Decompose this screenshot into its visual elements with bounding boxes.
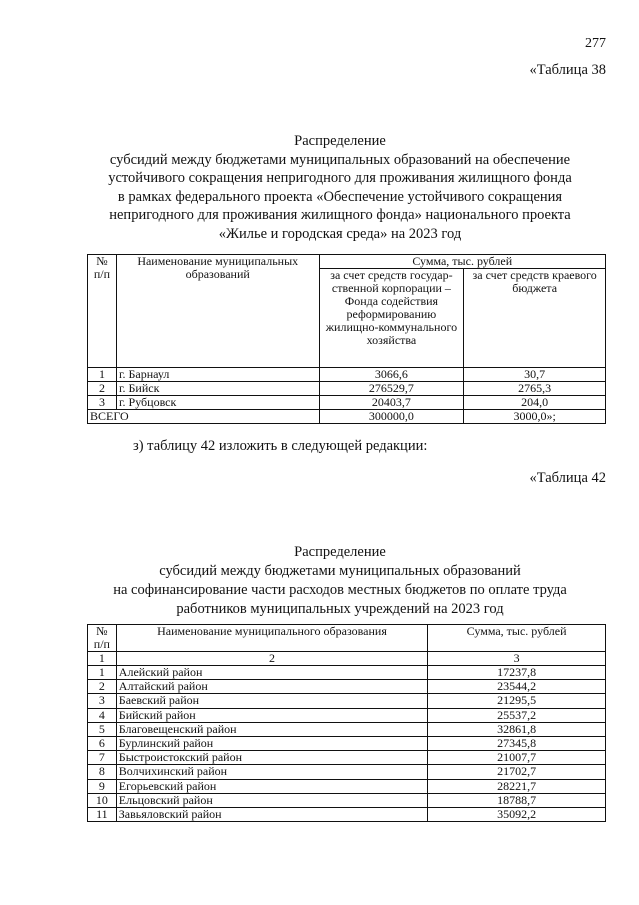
table-42-title xyxy=(60,543,620,619)
cell-num: 3 xyxy=(88,396,117,410)
cell-num: 1 xyxy=(88,666,117,680)
table-38 xyxy=(87,254,606,424)
col-number: 1 xyxy=(88,652,117,666)
table-row xyxy=(88,722,606,736)
cell-name: г. Бийск xyxy=(116,382,319,396)
title-line: Распределение xyxy=(294,133,386,149)
header-name: Наименование муниципального образования xyxy=(116,625,427,652)
instruction-text: з) таблицу 42 изложить в следующей редакции: xyxy=(133,438,428,454)
cell-sum: 18788,7 xyxy=(428,793,606,807)
header-sum: Сумма, тыс. рублей xyxy=(428,625,606,652)
title-line: Распределение xyxy=(294,544,386,560)
cell-region: 204,0 xyxy=(464,396,606,410)
header-name: Наименование муниципальных образований xyxy=(116,255,319,368)
cell-name: Алейский район xyxy=(116,666,427,680)
cell-sum: 25537,2 xyxy=(428,708,606,722)
cell-num: 4 xyxy=(88,708,117,722)
cell-region: 30,7 xyxy=(464,368,606,382)
title-line: субсидий между бюджетами муниципальных образований xyxy=(159,563,521,579)
cell-name: Волчихинский район xyxy=(116,765,427,779)
cell-sum: 27345,8 xyxy=(428,736,606,750)
cell-sum: 28221,7 xyxy=(428,779,606,793)
cell-name: Алтайский район xyxy=(116,680,427,694)
cell-name: г. Рубцовск xyxy=(116,396,319,410)
cell-name: Бурлинский район xyxy=(116,736,427,750)
cell-num: 3 xyxy=(88,694,117,708)
table-row xyxy=(88,680,606,694)
page-number: 277 xyxy=(585,36,606,51)
cell-name: Баевский район xyxy=(116,694,427,708)
cell-name: г. Барнаул xyxy=(116,368,319,382)
cell-sum: 21007,7 xyxy=(428,751,606,765)
cell-sum: 32861,8 xyxy=(428,722,606,736)
table-row xyxy=(88,382,606,396)
title-line: в рамках федерального проекта «Обеспечение устойчивого сокращения xyxy=(117,188,563,205)
header-num: № п/п xyxy=(88,255,117,368)
total-row xyxy=(88,410,606,424)
header-sum: Сумма, тыс. рублей xyxy=(319,255,605,269)
table-38-title xyxy=(60,132,620,243)
cell-corp: 3066,6 xyxy=(319,368,464,382)
table-row xyxy=(88,751,606,765)
cell-corp: 20403,7 xyxy=(319,396,464,410)
header-sum-region: за счет средств краевого бюджета xyxy=(464,269,606,368)
table-42 xyxy=(87,624,606,822)
cell-num: 5 xyxy=(88,722,117,736)
cell-num: 7 xyxy=(88,751,117,765)
cell-sum: 17237,8 xyxy=(428,666,606,680)
total-region: 3000,0»; xyxy=(464,410,606,424)
cell-num: 2 xyxy=(88,382,117,396)
table-row xyxy=(88,368,606,382)
total-corp: 300000,0 xyxy=(319,410,464,424)
table-row xyxy=(88,694,606,708)
table-row xyxy=(88,765,606,779)
title-line: на софинансирование части расходов местных бюджетов по оплате труда xyxy=(113,582,567,598)
cell-num: 11 xyxy=(88,807,117,821)
cell-name: Егорьевский район xyxy=(116,779,427,793)
cell-num: 10 xyxy=(88,793,117,807)
table-row xyxy=(88,396,606,410)
header-sum-corp: за счет средств государ-ственной корпорации – Фонда содействия реформированию жилищно-коммунального хозяйства xyxy=(319,269,464,368)
table-42-label: «Таблица 42 xyxy=(529,470,606,486)
cell-name: Быстроистокский район xyxy=(116,751,427,765)
title-line: работников муниципальных учреждений на 2023 год xyxy=(176,601,504,617)
title-line: «Жилье и городская среда» на 2023 год xyxy=(218,225,462,242)
cell-sum: 21702,7 xyxy=(428,765,606,779)
cell-sum: 35092,2 xyxy=(428,807,606,821)
cell-num: 2 xyxy=(88,680,117,694)
cell-name: Бийский район xyxy=(116,708,427,722)
col-number: 2 xyxy=(116,652,427,666)
cell-num: 9 xyxy=(88,779,117,793)
header-num: № п/п xyxy=(88,625,117,652)
table-row xyxy=(88,736,606,750)
title-line: устойчивого сокращения непригодного для проживания жилищного фонда xyxy=(108,170,572,186)
table-row xyxy=(88,779,606,793)
cell-num: 8 xyxy=(88,765,117,779)
cell-sum: 23544,2 xyxy=(428,680,606,694)
cell-name: Завьяловский район xyxy=(116,807,427,821)
col-number: 3 xyxy=(428,652,606,666)
cell-num: 1 xyxy=(88,368,117,382)
cell-name: Ельцовский район xyxy=(116,793,427,807)
cell-region: 2765,3 xyxy=(464,382,606,396)
cell-name: Благовещенский район xyxy=(116,722,427,736)
table-row xyxy=(88,708,606,722)
title-line: субсидий между бюджетами муниципальных образований на обеспечение xyxy=(109,151,571,168)
total-label: ВСЕГО xyxy=(88,410,320,424)
table-row xyxy=(88,807,606,821)
table-38-label: «Таблица 38 xyxy=(529,62,606,78)
cell-sum: 21295,5 xyxy=(428,694,606,708)
cell-corp: 276529,7 xyxy=(319,382,464,396)
title-line: непригодного для проживания жилищного фонда» национального проекта xyxy=(109,207,571,223)
cell-num: 6 xyxy=(88,736,117,750)
table-row xyxy=(88,666,606,680)
table-row xyxy=(88,793,606,807)
